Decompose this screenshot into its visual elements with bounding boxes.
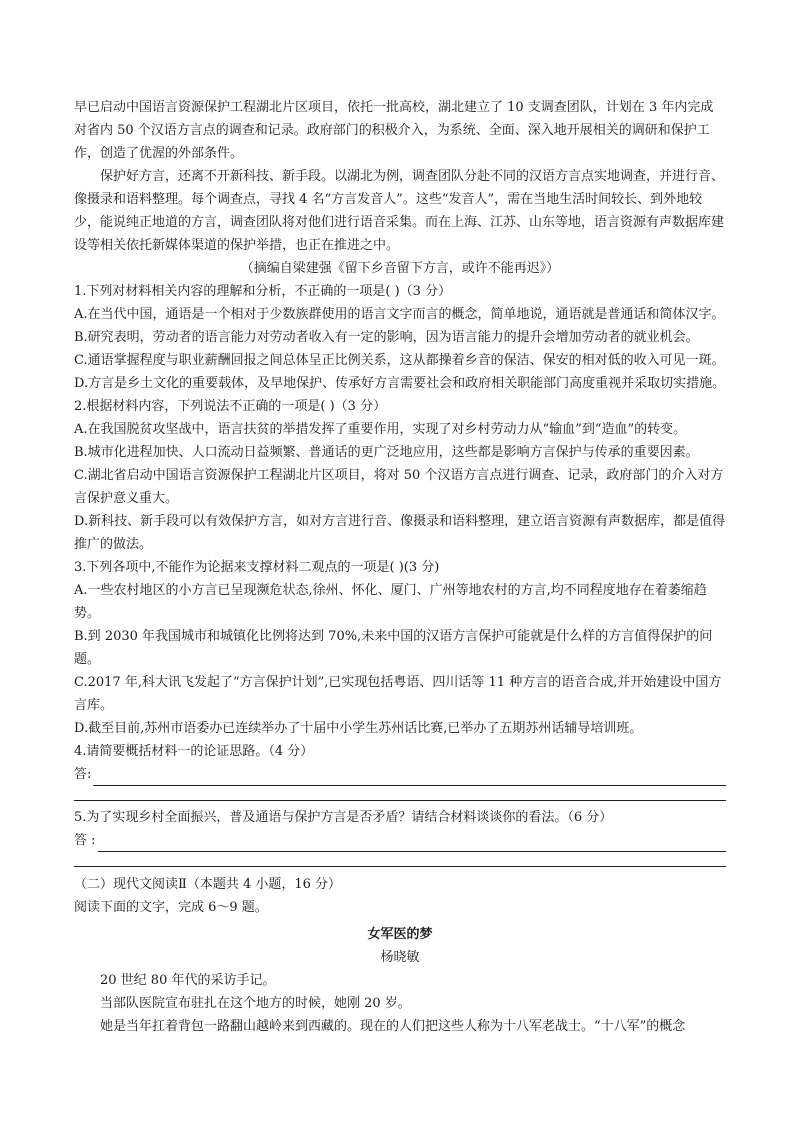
material-paragraph-2: 保护好方言，还离不开新科技、新手段。以湖北为例，调查团队分赴不同的汉语方言点实地调查，并进行音、像摄录和语料整理。每个调查点，寻找 4 名“方言发音人”。这些“发音人”，需在当地生活时间较长、到外地较少，能说纯正地道的方言，调查团队将对他们进行语音采集。而在上海、江苏、山东等地，语言资源有声数据库建设等相关依托新媒体渠道的保护举措，也正在推进之中。 [74,169,725,253]
question-1-stem: 1.下列对材料相关内容的理解和分析，不正确的一项是( )（3 分） [74,284,452,299]
section-heading: （二）现代文阅读Ⅱ（本题共 4 小题，16 分） [74,877,342,892]
question-1-option-c: C.通语掌握程度与职业薪酬回报之间总体呈正比例关系，这从都操着乡音的保洁、保安的相对低的收入可见一斑。 [74,353,725,368]
question-2-option-d: D.新科技、新手段可以有效保护方言，如对方言进行音、像摄录和语料整理，建立语言资源有声数据库，都是值得推广的做法。 [74,514,726,552]
question-1-option-b: B.研究表明，劳动者的语言能力对劳动者收入有一定的影响，因为语言能力的提升会增加劳动者的就业机会。 [74,330,699,345]
exam-page [74,96,726,1038]
article-paragraph: 当部队医院宣布驻扎在这个地方的时候，她刚 20 岁。 [100,996,411,1011]
material-paragraph-1: 早已启动中国语言资源保护工程湖北片区项目，依托一批高校，湖北建立了 10 支调查团队，计划在 3 年内完成对省内 50 个汉语方言点的调查和记录。政府部门的积极介入，为系统、全面、深入地开展相关的调研和保护工作，创造了优渥的外部条件。 [74,100,714,161]
article-title: 女军医的梦 [367,927,433,942]
question-3-option-a: A.一些农村地区的小方言已呈现濒危状态,徐州、怀化、厦门、广州等地农村的方言,均不同程度地存在着萎缩趋势。 [74,583,707,621]
answer-line[interactable] [74,786,726,801]
answer-label: 答: [74,767,92,782]
question-1-option-a: A.在当代中国，通语是一个相对于少数族群使用的语言文字而言的概念，简单地说，通语就是普通话和简体汉字。 [74,307,725,322]
question-3-option-c: C.2017 年,科大讯飞发起了“方言保护计划”,已实现包括粤语、四川话等 11 种方言的语音合成,并开始建设中国方言库。 [74,675,722,713]
question-2-option-b: B.城市化进程加快、人口流动日益频繁、普通话的更广泛地应用，这些都是影响方言保护与传承的重要因素。 [74,445,699,460]
section-instruction: 阅读下面的文字，完成 6～9 题。 [74,900,268,915]
question-2-stem: 2.根据材料内容，下列说法不正确的一项是( )（3 分） [74,399,387,414]
answer-line[interactable] [93,768,726,786]
article-paragraph: 她是当年扛着背包一路翻山越岭来到西藏的。现在的人们把这些人称为十八军老战士。“十八军”的概念 [100,1019,686,1034]
question-5-stem: 5.为了实现乡村全面振兴，普及通语与保护方言是否矛盾？请结合材料谈谈你的看法。（6 分） [74,810,613,825]
question-2-option-c: C.湖北省启动中国语言资源保护工程湖北片区项目，将对 50 个汉语方言点进行调查、记录，政府部门的介入对方言保护意义重大。 [74,468,724,506]
answer-label: 答 : [74,833,96,848]
question-3-option-b: B.到 2030 年我国城市和城镇化比例将达到 70%,未来中国的汉语方言保护可能就是什么样的方言值得保护的问题。 [74,629,713,667]
question-3-option-d: D.截至目前,苏州市语委办已连续举办了十届中小学生苏州话比赛,已举办了五期苏州话辅导培训班。 [74,721,643,736]
material-source: （摘编自梁建强《留下乡音留下方言，或许不能再迟》） [240,261,560,276]
answer-line[interactable] [74,852,726,867]
article-paragraph: 20 世纪 80 年代的采访手记。 [100,973,276,988]
question-4-answer[interactable] [74,763,726,786]
answer-line[interactable] [98,834,726,852]
question-2-option-a: A.在我国脱贫攻坚战中，语言扶贫的举措发挥了重要作用，实现了对乡村劳动力从“输血”到“造血”的转变。 [74,422,687,437]
question-4-stem: 4.请简要概括材料一的论证思路。（4 分） [74,744,314,759]
question-3-stem: 3.下列各项中,不能作为论据来支撑材料二观点的一项是( )(3 分) [74,560,440,575]
article-author: 杨晓敏 [380,950,420,965]
question-1-option-d: D.方言是乡土文化的重要载体，及早地保护、传承好方言需要社会和政府相关职能部门高度重视并采取切实措施。 [74,376,726,391]
question-5-answer[interactable] [74,829,726,852]
